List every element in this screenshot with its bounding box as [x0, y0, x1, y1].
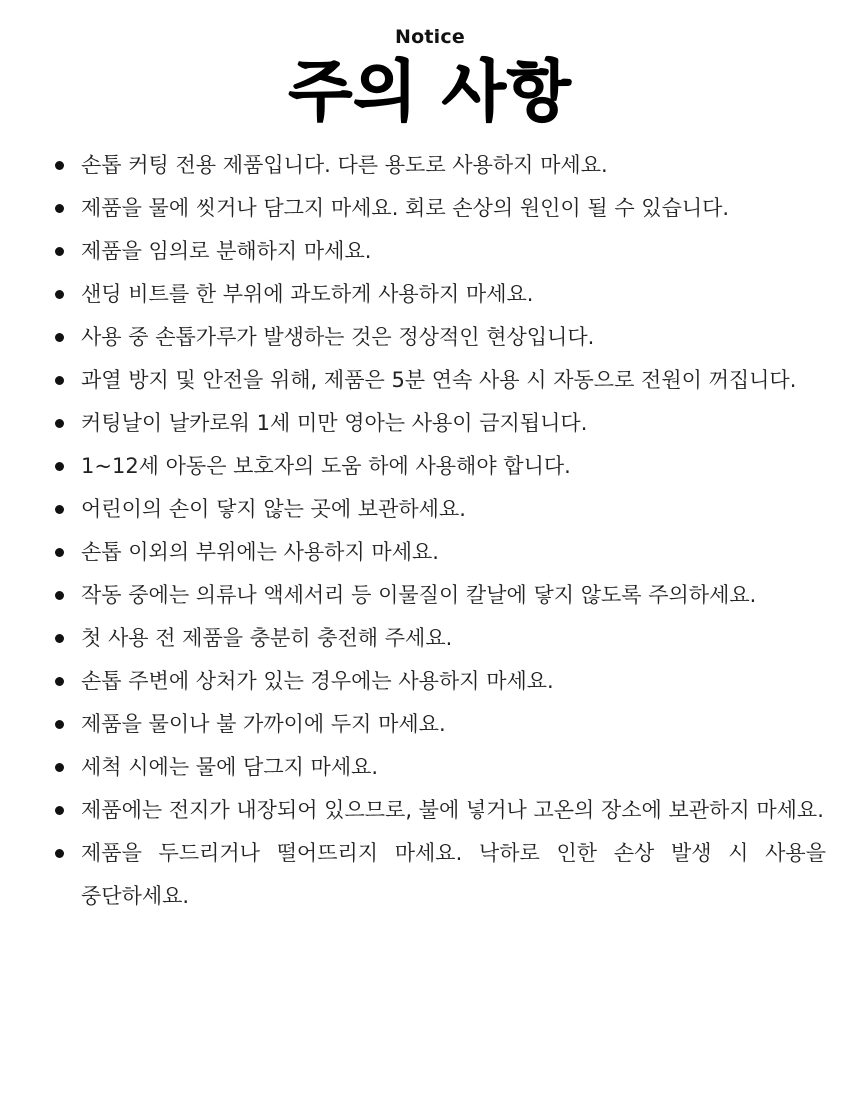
bullet-icon — [55, 376, 64, 385]
list-item — [0, 703, 860, 746]
bullet-icon — [55, 247, 64, 256]
bullet-icon — [55, 161, 64, 170]
bullet-icon — [55, 462, 64, 471]
list-item-text: 과열 방지 및 안전을 위해, 제품은 5분 연속 사용 시 자동으로 전원이 꺼집니다. — [81, 368, 797, 392]
list-item — [0, 746, 860, 789]
list-item — [0, 617, 860, 660]
list-item-text: 세척 시에는 물에 담그지 마세요. — [81, 755, 379, 779]
list-item-text: 손톱 커팅 전용 제품입니다. 다른 용도로 사용하지 마세요. — [81, 153, 608, 177]
caution-list — [0, 144, 860, 918]
list-item-text: 1~12세 아동은 보호자의 도움 하에 사용해야 합니다. — [81, 454, 571, 478]
bullet-icon — [55, 548, 64, 557]
bullet-icon — [55, 720, 64, 729]
bullet-icon — [55, 806, 64, 815]
bullet-icon — [55, 505, 64, 514]
list-item — [0, 660, 860, 703]
list-item-text: 사용 중 손톱가루가 발생하는 것은 정상적인 현상입니다. — [81, 325, 595, 349]
list-item-text: 제품을 두드리거나 떨어뜨리지 마세요. 낙하로 인한 손상 발생 시 사용을 중단하세요. — [81, 841, 826, 908]
bullet-icon — [55, 849, 64, 858]
list-item — [0, 531, 860, 574]
list-item — [0, 230, 860, 273]
list-item — [0, 488, 860, 531]
bullet-icon — [55, 333, 64, 342]
list-item — [0, 574, 860, 617]
page-title: 주의 사항 — [288, 53, 572, 130]
bullet-icon — [55, 419, 64, 428]
list-item-text: 샌딩 비트를 한 부위에 과도하게 사용하지 마세요. — [81, 282, 534, 306]
list-item-text: 어린이의 손이 닿지 않는 곳에 보관하세요. — [81, 497, 466, 521]
bullet-icon — [55, 763, 64, 772]
bullet-icon — [55, 290, 64, 299]
list-item-text: 제품을 임의로 분해하지 마세요. — [81, 239, 372, 263]
list-item — [0, 402, 860, 445]
list-item-text: 작동 중에는 의류나 액세서리 등 이물질이 칼날에 닿지 않도록 주의하세요. — [81, 583, 757, 607]
list-item — [0, 445, 860, 488]
list-item-text: 손톱 주변에 상처가 있는 경우에는 사용하지 마세요. — [81, 669, 554, 693]
list-item-text: 손톱 이외의 부위에는 사용하지 마세요. — [81, 540, 439, 564]
list-item-text: 제품에는 전지가 내장되어 있으므로, 불에 넣거나 고온의 장소에 보관하지 마세요. — [81, 798, 824, 822]
bullet-icon — [55, 204, 64, 213]
list-item — [0, 832, 860, 918]
list-item — [0, 144, 860, 187]
list-item-text: 제품을 물에 씻거나 담그지 마세요. 회로 손상의 원인이 될 수 있습니다. — [81, 196, 730, 220]
list-item — [0, 316, 860, 359]
notice-eyebrow: Notice — [395, 26, 465, 48]
list-item — [0, 359, 860, 402]
list-item-text: 첫 사용 전 제품을 충분히 충전해 주세요. — [81, 626, 453, 650]
bullet-icon — [55, 634, 64, 643]
list-item-text: 제품을 물이나 불 가까이에 두지 마세요. — [81, 712, 446, 736]
list-item-text: 커팅날이 날카로워 1세 미만 영아는 사용이 금지됩니다. — [81, 411, 588, 435]
list-item — [0, 187, 860, 230]
bullet-icon — [55, 677, 64, 686]
list-item — [0, 789, 860, 832]
bullet-icon — [55, 591, 64, 600]
list-item — [0, 273, 860, 316]
